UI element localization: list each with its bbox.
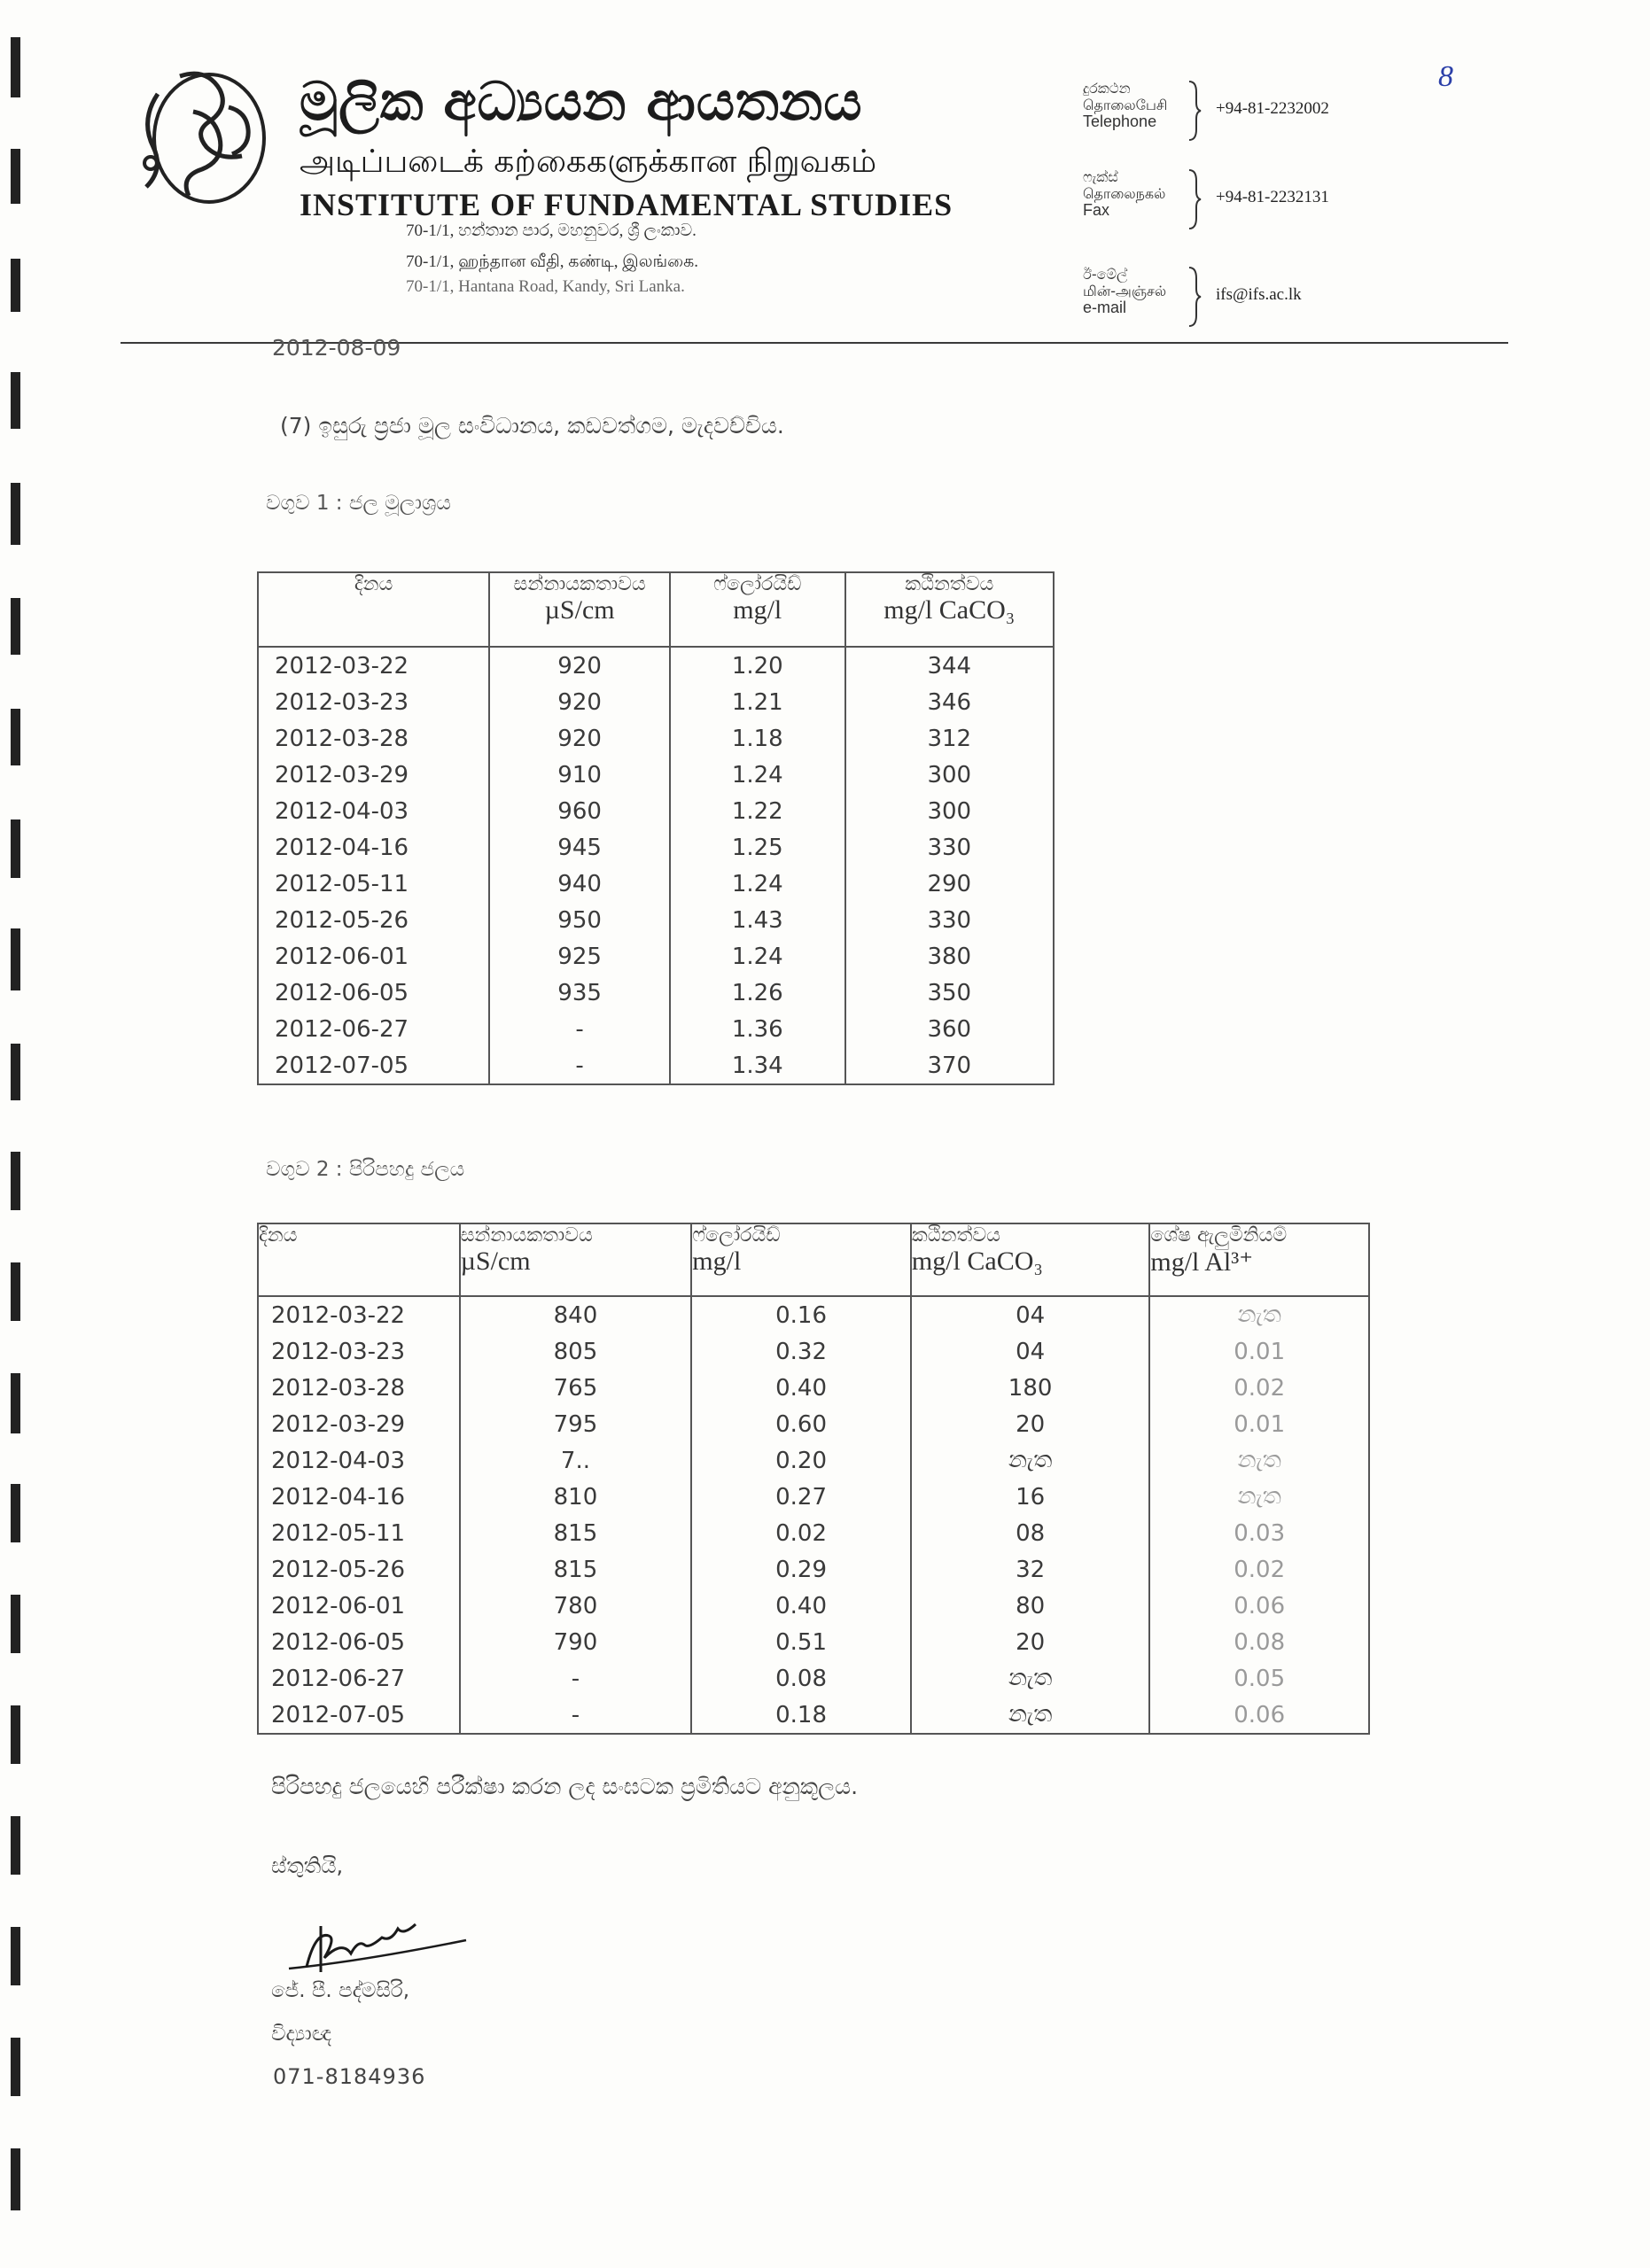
table-cell: 32: [911, 1551, 1150, 1588]
table-cell: 2012-04-03: [258, 1442, 460, 1479]
institute-name-sinhala: මූලික අධ්‍යයන ආයතනය: [300, 71, 863, 133]
table-cell: 2012-03-28: [258, 1370, 460, 1406]
table-cell: නැත: [911, 1697, 1150, 1734]
handwritten-page-number: 8: [1438, 60, 1453, 93]
table-cell: 2012-06-05: [258, 1624, 460, 1660]
column-header: සන්නායකතාවය µS/cm: [489, 572, 670, 647]
table-row: [258, 1624, 1369, 1660]
table-cell: 920: [489, 647, 670, 684]
table-cell: 300: [845, 757, 1054, 793]
table-cell: 2012-07-05: [258, 1697, 460, 1734]
table-row: [258, 1296, 1369, 1333]
table1-body: [258, 647, 1054, 1084]
column-header: කඨිනත්වය mg/l CaCO₃: [845, 572, 1054, 647]
table-cell: 0.40: [691, 1370, 911, 1406]
table-cell: 2012-03-29: [258, 1406, 460, 1442]
table-row: [258, 1406, 1369, 1442]
contact-label-ta: தொலைபேசி: [1083, 97, 1168, 113]
table-cell: 0.01: [1149, 1406, 1369, 1442]
table-cell: 0.60: [691, 1406, 911, 1442]
table-cell: 2012-03-23: [258, 684, 489, 720]
table-cell: 810: [460, 1479, 692, 1515]
table-row: [258, 1011, 1054, 1047]
binding-mark: [11, 259, 20, 312]
signatory-phone: 071-8184936: [273, 2064, 426, 2089]
binding-mark: [11, 819, 20, 878]
table-cell: 0.27: [691, 1479, 911, 1515]
table-cell: 0.02: [1149, 1551, 1369, 1588]
address-english: 70-1/1, Hantana Road, Kandy, Sri Lanka.: [406, 277, 685, 296]
contact-label-en: e-mail: [1083, 299, 1127, 316]
table-header-row: [258, 1223, 1369, 1296]
table-cell: 1.34: [670, 1047, 845, 1084]
column-header: ෆ්ලෝරයිඩ් mg/l: [691, 1223, 911, 1296]
binding-mark: [11, 1152, 20, 1210]
binding-mark: [11, 37, 20, 97]
signatory-title: විද්‍යාඥ: [271, 2023, 332, 2046]
binding-mark: [11, 1595, 20, 1653]
contact-telephone: [1083, 80, 1455, 145]
table-cell: 960: [489, 793, 670, 829]
table-cell: 2012-03-29: [258, 757, 489, 793]
table-cell: 815: [460, 1551, 692, 1588]
closing-statement: පිරිපහදු ජලයෙහි පරීක්ෂා කරන ලද සංඝටක ප්‍රමිතියට අනුකූලය.: [271, 1774, 859, 1799]
table-cell: නැත: [911, 1442, 1150, 1479]
table-cell: 0.01: [1149, 1333, 1369, 1370]
table-row: [258, 1370, 1369, 1406]
address-sinhala: 70-1/1, හන්තාන පාර, මහනුවර, ශ්‍රී ලංකාව.: [406, 221, 697, 240]
column-header: කඨිනත්වය mg/l CaCO₃: [911, 1223, 1150, 1296]
table-cell: 1.20: [670, 647, 845, 684]
binding-mark: [11, 598, 20, 655]
table-cell: 1.24: [670, 757, 845, 793]
table-row: [258, 1515, 1369, 1551]
table-cell: 765: [460, 1370, 692, 1406]
contact-label-si: ෆැක්ස්: [1083, 168, 1118, 185]
table2-treated-water: [257, 1223, 1370, 1735]
letter-heading: (7) ඉසුරු ප්‍රජා මූල සංවිධානය, කඩවත්ගම, මැදවච්චිය.: [280, 413, 784, 439]
table-cell: 0.40: [691, 1588, 911, 1624]
column-header: දිනය: [258, 1223, 460, 1296]
brace-icon: [1187, 80, 1202, 142]
handwritten-signature: [280, 1914, 484, 1984]
table-cell: නැත: [1149, 1479, 1369, 1515]
binding-mark: [11, 1927, 20, 1985]
contact-label-si: දුරකථන: [1083, 80, 1131, 97]
table-cell: 795: [460, 1406, 692, 1442]
binding-mark: [11, 1705, 20, 1764]
table-cell: 2012-03-22: [258, 647, 489, 684]
table-cell: 2012-05-26: [258, 902, 489, 938]
table-cell: 1.18: [670, 720, 845, 757]
table-cell: 2012-05-11: [258, 866, 489, 902]
table-row: [258, 1697, 1369, 1734]
table-cell: 780: [460, 1588, 692, 1624]
table-cell: 1.26: [670, 975, 845, 1011]
table-cell: 790: [460, 1624, 692, 1660]
table-cell: 0.08: [691, 1660, 911, 1697]
table-row: [258, 647, 1054, 684]
table-row: [258, 720, 1054, 757]
table-cell: -: [460, 1697, 692, 1734]
table-cell: 0.06: [1149, 1697, 1369, 1734]
column-header: සන්නායකතාවය µS/cm: [460, 1223, 692, 1296]
table-cell: 0.29: [691, 1551, 911, 1588]
table-cell: 330: [845, 902, 1054, 938]
table-row: [258, 975, 1054, 1011]
table-cell: 1.36: [670, 1011, 845, 1047]
table-cell: 330: [845, 829, 1054, 866]
table-cell: 290: [845, 866, 1054, 902]
binding-mark: [11, 372, 20, 429]
address-tamil: 70-1/1, ஹந்தான வீதி, கண்டி, இலங்கை.: [406, 252, 699, 271]
binding-mark: [11, 1484, 20, 1542]
table-cell: 2012-03-23: [258, 1333, 460, 1370]
table-cell: 1.24: [670, 938, 845, 975]
table-cell: 0.51: [691, 1624, 911, 1660]
table-cell: -: [489, 1011, 670, 1047]
binding-mark: [11, 2148, 20, 2210]
contact-label-en: Fax: [1083, 201, 1110, 219]
table-cell: 04: [911, 1296, 1150, 1333]
signatory-name: ජේ. පී. පද්මසිරි,: [271, 1979, 410, 2002]
binding-mark: [11, 149, 20, 204]
table-cell: 0.05: [1149, 1660, 1369, 1697]
table-row: [258, 1660, 1369, 1697]
table-cell: 2012-05-11: [258, 1515, 460, 1551]
table2-body: [258, 1296, 1369, 1734]
table-cell: 2012-06-27: [258, 1660, 460, 1697]
brace-icon: [1187, 266, 1202, 328]
table-cell: නැත: [1149, 1442, 1369, 1479]
table-cell: 815: [460, 1515, 692, 1551]
binding-mark: [11, 709, 20, 765]
table-row: [258, 1588, 1369, 1624]
table-cell: 20: [911, 1406, 1150, 1442]
binding-mark: [11, 928, 20, 990]
table-cell: 2012-06-01: [258, 1588, 460, 1624]
contact-label-en: Telephone: [1083, 113, 1157, 130]
table-cell: 935: [489, 975, 670, 1011]
table-row: [258, 757, 1054, 793]
table-cell: 945: [489, 829, 670, 866]
table-cell: 2012-06-05: [258, 975, 489, 1011]
table-cell: 0.16: [691, 1296, 911, 1333]
table-cell: 0.06: [1149, 1588, 1369, 1624]
table-cell: 2012-03-28: [258, 720, 489, 757]
table-cell: 0.32: [691, 1333, 911, 1370]
table-cell: 2012-06-27: [258, 1011, 489, 1047]
table-cell: 344: [845, 647, 1054, 684]
table-cell: 2012-07-05: [258, 1047, 489, 1084]
table-cell: -: [489, 1047, 670, 1084]
table-cell: 2012-04-16: [258, 1479, 460, 1515]
table-cell: 0.03: [1149, 1515, 1369, 1551]
binding-mark: [11, 483, 20, 545]
table-cell: 1.22: [670, 793, 845, 829]
table-cell: 20: [911, 1624, 1150, 1660]
table-header-row: [258, 572, 1054, 647]
table-cell: නැත: [911, 1660, 1150, 1697]
column-header: දිනය: [258, 572, 489, 647]
table1-caption: වගුව 1 : ජල මූලාශ්‍රය: [266, 492, 451, 515]
table-cell: 910: [489, 757, 670, 793]
table-cell: 0.02: [1149, 1370, 1369, 1406]
table-cell: 1.25: [670, 829, 845, 866]
table-cell: 370: [845, 1047, 1054, 1084]
table-cell: 950: [489, 902, 670, 938]
thanks-line: ස්තුතියි,: [271, 1853, 344, 1878]
table-row: [258, 1479, 1369, 1515]
table-cell: 380: [845, 938, 1054, 975]
table-row: [258, 1333, 1369, 1370]
table2-caption: වගුව 2 : පිරිපහදු ජලය: [266, 1158, 465, 1181]
table-cell: 0.02: [691, 1515, 911, 1551]
institute-logo: [131, 58, 271, 209]
table-cell: 2012-03-22: [258, 1296, 460, 1333]
table-cell: 04: [911, 1333, 1150, 1370]
contact-label-ta: தொலைநகல்: [1083, 185, 1166, 202]
table1-source-water: [257, 571, 1055, 1085]
table-cell: 840: [460, 1296, 692, 1333]
contact-value: +94-81-2232002: [1216, 99, 1329, 118]
contact-value: +94-81-2232131: [1216, 188, 1329, 206]
table-row: [258, 1442, 1369, 1479]
table-cell: නැත: [1149, 1296, 1369, 1333]
table-cell: 1.24: [670, 866, 845, 902]
binding-mark: [11, 1262, 20, 1321]
table-cell: 16: [911, 1479, 1150, 1515]
table-cell: 2012-04-16: [258, 829, 489, 866]
table-cell: 7..: [460, 1442, 692, 1479]
contact-email: [1083, 266, 1455, 331]
binding-mark: [11, 2038, 20, 2096]
institute-name-english: INSTITUTE OF FUNDAMENTAL STUDIES: [300, 187, 953, 222]
table-cell: 0.20: [691, 1442, 911, 1479]
table-cell: 2012-05-26: [258, 1551, 460, 1588]
table-cell: 300: [845, 793, 1054, 829]
table-cell: 1.43: [670, 902, 845, 938]
table-row: [258, 793, 1054, 829]
table-cell: 805: [460, 1333, 692, 1370]
table-cell: 940: [489, 866, 670, 902]
table-row: [258, 1047, 1054, 1084]
table-cell: 350: [845, 975, 1054, 1011]
table-cell: 346: [845, 684, 1054, 720]
table-cell: -: [460, 1660, 692, 1697]
letter-date: 2012-08-09: [272, 335, 401, 361]
table-row: [258, 684, 1054, 720]
contact-fax: [1083, 168, 1455, 234]
institute-name-tamil: அடிப்படைக் கற்கைகளுக்கான நிறுவகம்: [300, 144, 877, 180]
table-cell: 920: [489, 720, 670, 757]
table-cell: 08: [911, 1515, 1150, 1551]
binding-mark: [11, 1044, 20, 1100]
contact-label-ta: மின்-அஞ்சல்: [1083, 283, 1167, 299]
table-cell: 312: [845, 720, 1054, 757]
column-header: ශේෂ ඇලුමිනියම් mg/l Al³⁺: [1149, 1223, 1369, 1296]
column-header: ෆ්ලෝරයිඩ් mg/l: [670, 572, 845, 647]
brace-icon: [1187, 168, 1202, 230]
table-row: [258, 866, 1054, 902]
table-cell: 1.21: [670, 684, 845, 720]
table-cell: 925: [489, 938, 670, 975]
binding-mark: [11, 1816, 20, 1875]
table-cell: 0.08: [1149, 1624, 1369, 1660]
table-cell: 0.18: [691, 1697, 911, 1734]
table-cell: 920: [489, 684, 670, 720]
table-cell: 360: [845, 1011, 1054, 1047]
contact-label-si: ඊ-මේල්: [1083, 266, 1128, 283]
table-cell: 2012-04-03: [258, 793, 489, 829]
table-row: [258, 938, 1054, 975]
contact-value: ifs@ifs.ac.lk: [1216, 285, 1302, 304]
table-cell: 2012-06-01: [258, 938, 489, 975]
table-row: [258, 1551, 1369, 1588]
binding-mark: [11, 1373, 20, 1433]
table-cell: 180: [911, 1370, 1150, 1406]
table-row: [258, 902, 1054, 938]
table-cell: 80: [911, 1588, 1150, 1624]
table-row: [258, 829, 1054, 866]
